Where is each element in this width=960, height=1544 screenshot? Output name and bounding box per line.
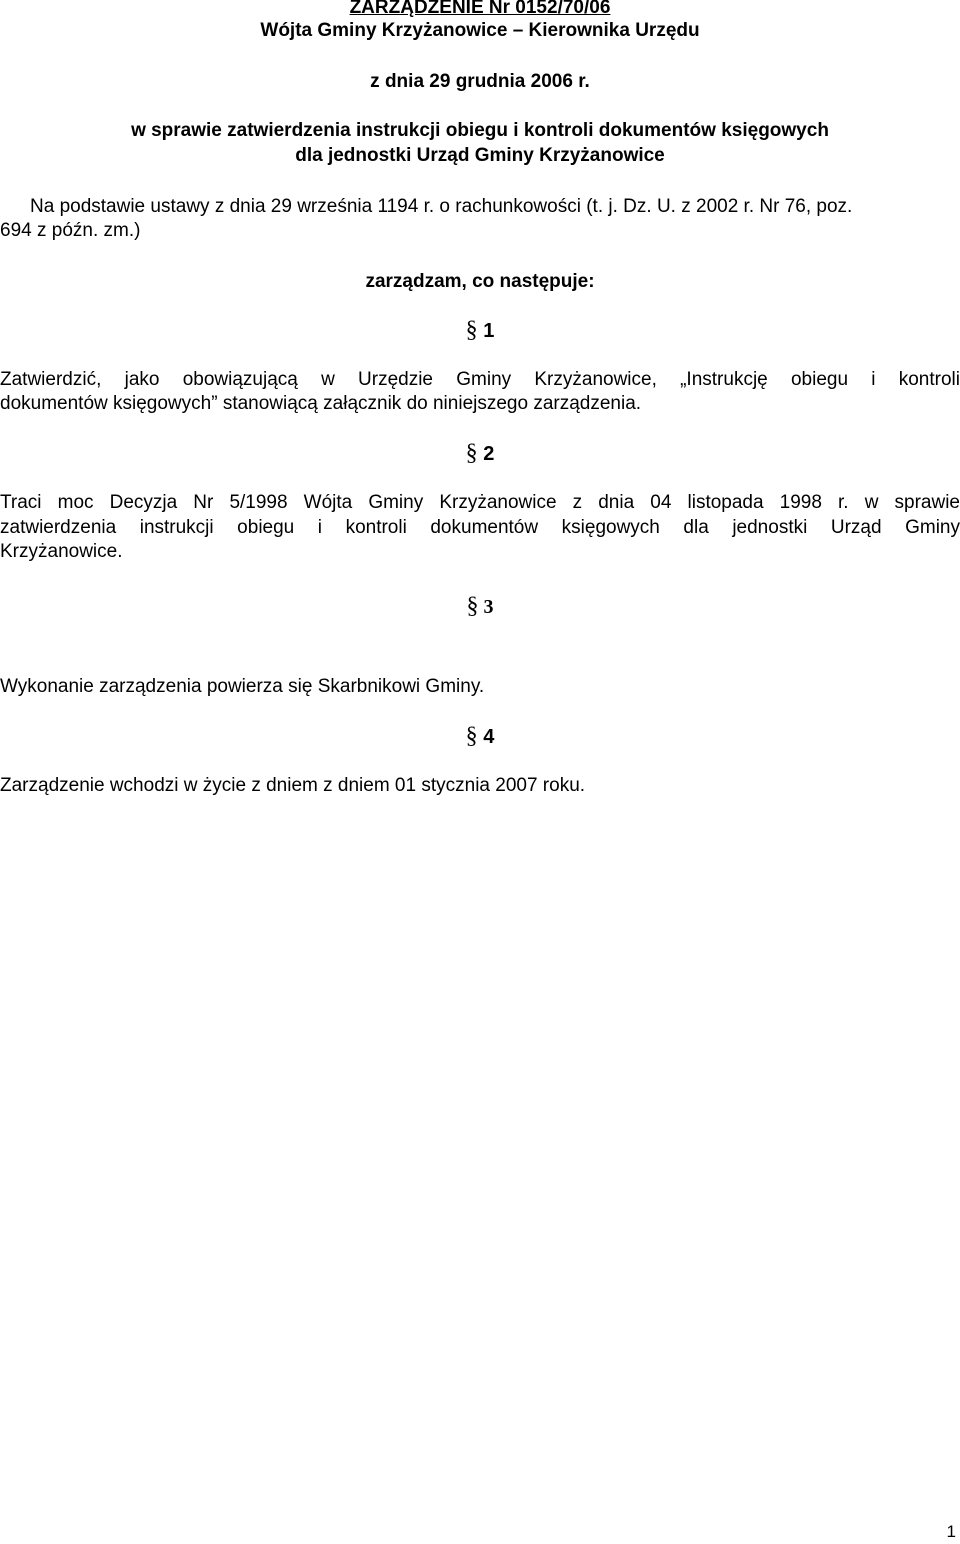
document-title: ZARZĄDZENIE Nr 0152/70/06 (349, 0, 611, 18)
section-1-line-1: Zatwierdzić, jako obowiązującą w Urzędzie Gminy Krzyżanowice, „Instrukcję obiegu i kontroli (0, 369, 960, 390)
section-number: 1 (483, 320, 495, 342)
page-number: 1 (946, 1522, 956, 1541)
section-number: 4 (483, 726, 495, 748)
section-symbol: § (465, 440, 478, 466)
subject-line-1: w sprawie zatwierdzenia instrukcji obiegu i kontroli dokumentów księgowych (131, 120, 829, 141)
decree-statement: zarządzam, co następuje: (365, 271, 595, 292)
preamble-line-1: Na podstawie ustawy z dnia 29 września 1194 r. o rachunkowości (t. j. Dz. U. z 2002 r. Nr 76, poz. (30, 196, 853, 217)
section-heading-2 (0, 441, 960, 466)
section-heading-4 (0, 724, 960, 749)
section-number: 3 (483, 596, 494, 618)
section-number: 2 (483, 443, 495, 465)
section-heading-3 (0, 594, 960, 619)
section-1-line-2: dokumentów księgowych” stanowiącą załącznik do niniejszego zarządzenia. (0, 393, 642, 414)
section-2-line-3: Krzyżanowice. (0, 541, 123, 562)
section-3-line-1: Wykonanie zarządzenia powierza się Skarbnikowi Gminy. (0, 676, 485, 697)
section-symbol: § (465, 723, 478, 749)
preamble-line-2: 694 z późn. zm.) (0, 220, 141, 241)
subject-line-2: dla jednostki Urząd Gminy Krzyżanowice (295, 145, 665, 166)
document-issuer: Wójta Gminy Krzyżanowice – Kierownika Urzędu (260, 20, 700, 41)
section-symbol: § (466, 593, 479, 619)
section-heading-1 (0, 318, 960, 343)
section-2-line-2: zatwierdzenia instrukcji obiegu i kontroli dokumentów księgowych dla jednostki Urząd Gminy (0, 517, 960, 538)
document-date: z dnia 29 grudnia 2006 r. (370, 71, 590, 92)
section-2-line-1: Traci moc Decyzja Nr 5/1998 Wójta Gminy Krzyżanowice z dnia 04 listopada 1998 r. w sprawie (0, 492, 960, 513)
section-4-line-1: Zarządzenie wchodzi w życie z dniem z dniem 01 stycznia 2007 roku. (0, 775, 586, 796)
section-symbol: § (465, 317, 478, 343)
